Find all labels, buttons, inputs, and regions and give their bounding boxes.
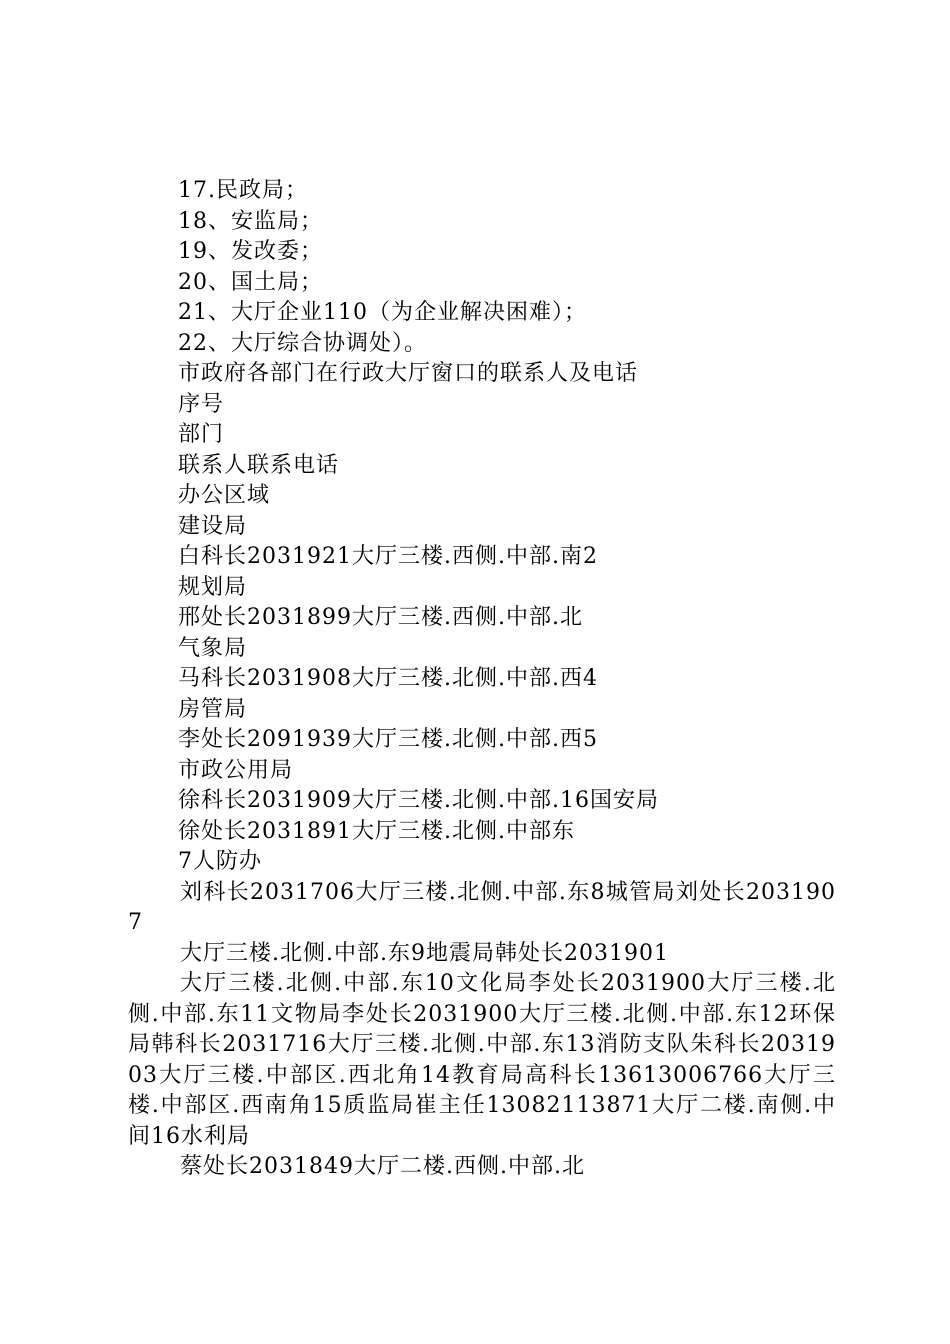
section-heading: 市政府各部门在行政大厅窗口的联系人及电话 bbox=[178, 361, 639, 386]
header-office-area: 办公区域 bbox=[178, 483, 271, 508]
list-item-22: 22、大厅综合协调处）。 bbox=[178, 330, 427, 356]
document-body bbox=[128, 176, 836, 1183]
contact-paragraph: 大厅三楼.北侧.中部.东10文化局李处长2031900大厅三楼.北侧.中部.东11文物局李处长2031900大厅三楼.北侧.中部.东12环保局韩科长2031716大厅三楼.北侧.中部.东13消防支队朱科长2031903大厅三楼.中部区.西北角14教育局高科长13613006766大厅三楼.中部区.西南角15质监局崔主任13082113871大厅二楼.南侧.中间16水利局 bbox=[128, 971, 836, 1149]
header-department: 部门 bbox=[178, 422, 225, 447]
department-name: 7人防办 bbox=[178, 849, 262, 874]
department-name: 房管局 bbox=[178, 696, 248, 722]
list-item-21: 21、大厅企业110（为企业解决困难）； bbox=[178, 300, 587, 325]
contact-paragraph: 大厅三楼.北侧.中部.东9地震局韩处长2031901 bbox=[180, 940, 669, 966]
contact-row: 李处长2091939大厅三楼.北侧.中部.西5 bbox=[178, 727, 598, 752]
list-item-18: 18、安监局； bbox=[178, 208, 323, 234]
header-contact: 联系人联系电话 bbox=[178, 452, 340, 478]
contact-row: 白科长2031921大厅三楼.西侧.中部.南2 bbox=[178, 544, 598, 569]
contact-paragraph: 蔡处长2031849大厅二楼.西侧.中部.北 bbox=[180, 1154, 585, 1179]
department-name: 气象局 bbox=[178, 635, 248, 661]
list-item-20: 20、国土局； bbox=[178, 269, 323, 295]
contact-row: 邢处长2031899大厅三楼.西侧.中部.北 bbox=[178, 605, 583, 630]
contact-paragraph: 刘科长2031706大厅三楼.北侧.中部.东8城管局刘处长2031907 bbox=[128, 879, 836, 935]
list-item-19: 19、发改委； bbox=[178, 239, 323, 264]
header-serial: 序号 bbox=[178, 391, 225, 417]
department-name: 市政公用局 bbox=[178, 757, 294, 783]
contact-row: 马科长2031908大厅三楼.北侧.中部.西4 bbox=[178, 666, 598, 691]
contact-row: 徐处长2031891大厅三楼.北侧.中部东 bbox=[178, 818, 575, 844]
department-name: 建设局 bbox=[178, 513, 248, 539]
list-item-17: 17.民政局； bbox=[178, 178, 308, 203]
contact-row: 徐科长2031909大厅三楼.北侧.中部.16国安局 bbox=[178, 788, 659, 813]
department-name: 规划局 bbox=[178, 574, 248, 600]
